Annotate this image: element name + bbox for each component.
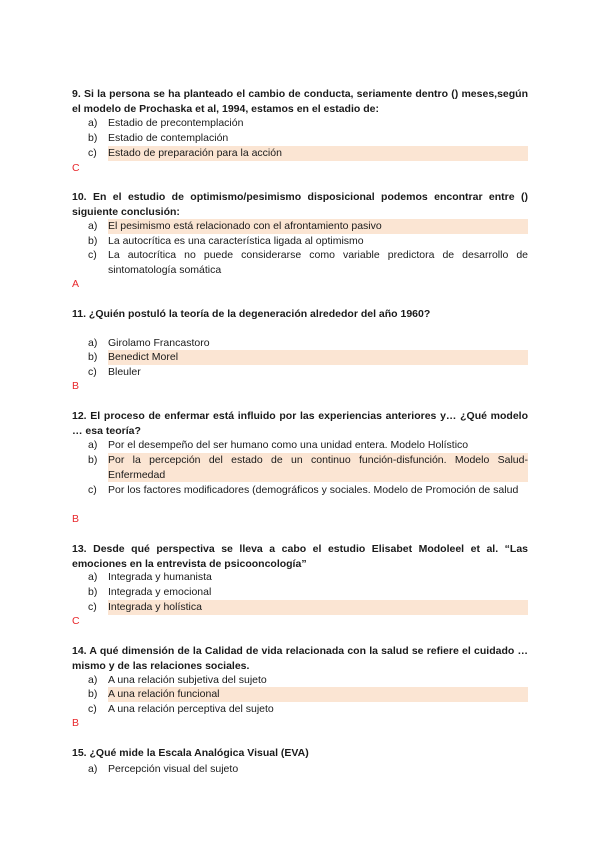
question-14-option-a <box>88 673 528 688</box>
option-text: A una relación funcional <box>108 687 528 702</box>
question-11-option-a <box>88 336 528 351</box>
option-text: Girolamo Francastoro <box>108 337 210 349</box>
question-9-option-c-highlighted <box>88 146 528 161</box>
question-13-option-a <box>88 570 528 585</box>
question-11-option-b-highlighted <box>88 350 528 365</box>
option-letter: a) <box>88 763 98 775</box>
option-letter: b) <box>88 586 98 598</box>
option-text: Integrada y humanista <box>108 571 212 583</box>
option-letter: b) <box>88 688 98 700</box>
option-text: Por los factores modificadores (demográficos y sociales. Modelo de Promoción de salud <box>108 484 519 496</box>
option-letter: c) <box>88 703 97 715</box>
option-letter: c) <box>88 484 97 496</box>
option-letter: a) <box>88 220 98 232</box>
option-letter: b) <box>88 351 98 363</box>
question-10-option-b <box>88 234 528 249</box>
option-letter: c) <box>88 249 97 261</box>
question-9-option-a <box>88 116 528 131</box>
option-text: Integrada y holística <box>108 600 528 615</box>
question-9: 9. Si la persona se ha planteado el cambio de conducta, seriamente dentro () meses,según el modelo de Prochaska et al, 1994, estamos en el estadio de: <box>72 88 528 115</box>
option-letter: a) <box>88 674 98 686</box>
question-15-option-a <box>88 762 528 777</box>
question-13-option-c-highlighted <box>88 600 528 615</box>
question-14-option-b-highlighted <box>88 687 528 702</box>
question-12-option-c <box>88 483 528 498</box>
option-text: Estado de preparación para la acción <box>108 146 528 161</box>
question-11-answer: B <box>72 380 80 392</box>
question-10: 10. En el estudio de optimismo/pesimismo disposicional podemos encontrar entre () siguiente conclusión: <box>72 191 528 218</box>
option-letter: c) <box>88 147 97 159</box>
question-12-option-a <box>88 438 528 453</box>
option-letter: b) <box>88 132 98 144</box>
option-text: Por el desempeño del ser humano como una unidad entera. Modelo Holístico <box>108 439 469 451</box>
option-text: Bleuler <box>108 366 141 378</box>
question-13-answer: C <box>72 615 80 627</box>
question-10-option-c <box>88 248 528 277</box>
option-text: Integrada y emocional <box>108 586 212 598</box>
option-letter: b) <box>88 454 98 466</box>
question-13: 13. Desde qué perspectiva se lleva a cabo el estudio Elisabet Modoleel et al. “Las emociones en la entrevista de psicooncología” <box>72 543 528 570</box>
option-letter: a) <box>88 439 98 451</box>
option-text: La autocrítica es una característica ligada al optimismo <box>108 235 364 247</box>
question-12-option-b-highlighted <box>88 453 528 482</box>
option-text: A una relación perceptiva del sujeto <box>108 703 274 715</box>
question-11: 11. ¿Quién postuló la teoría de la degeneración alrededor del año 1960? <box>72 308 431 320</box>
question-14: 14. A qué dimensión de la Calidad de vida relacionada con la salud se refiere el cuidado … mismo y de las relaciones sociales. <box>72 645 528 672</box>
option-text: Percepción visual del sujeto <box>108 763 239 775</box>
question-13-option-b <box>88 585 528 600</box>
option-text: Benedict Morel <box>108 350 528 365</box>
question-14-option-c <box>88 702 528 717</box>
question-9-answer: C <box>72 162 80 174</box>
question-10-answer: A <box>72 278 80 290</box>
question-9-option-b <box>88 131 528 146</box>
option-letter: c) <box>88 366 97 378</box>
option-text: La autocrítica no puede considerarse como variable predictora de desarrollo de sintomatología somática <box>108 249 528 276</box>
option-text: Estadio de precontemplación <box>108 117 244 129</box>
option-letter: a) <box>88 337 98 349</box>
question-12-answer: B <box>72 513 80 525</box>
option-letter: a) <box>88 571 98 583</box>
question-10-option-a-highlighted <box>88 219 528 234</box>
option-letter: a) <box>88 117 98 129</box>
question-15: 15. ¿Qué mide la Escala Analógica Visual (EVA) <box>72 747 309 759</box>
option-text: Estadio de contemplación <box>108 132 229 144</box>
question-14-answer: B <box>72 717 80 729</box>
option-text: A una relación subjetiva del sujeto <box>108 674 267 686</box>
option-text: El pesimismo está relacionado con el afrontamiento pasivo <box>108 219 528 234</box>
question-11-option-c <box>88 365 528 380</box>
option-letter: c) <box>88 601 97 613</box>
option-letter: b) <box>88 235 98 247</box>
question-12: 12. El proceso de enfermar está influido por las experiencias anteriores y… ¿Qué modelo … esa teoría? <box>72 410 528 437</box>
option-text: Por la percepción del estado de un continuo función-disfunción. Modelo Salud-Enfermedad <box>108 454 528 481</box>
